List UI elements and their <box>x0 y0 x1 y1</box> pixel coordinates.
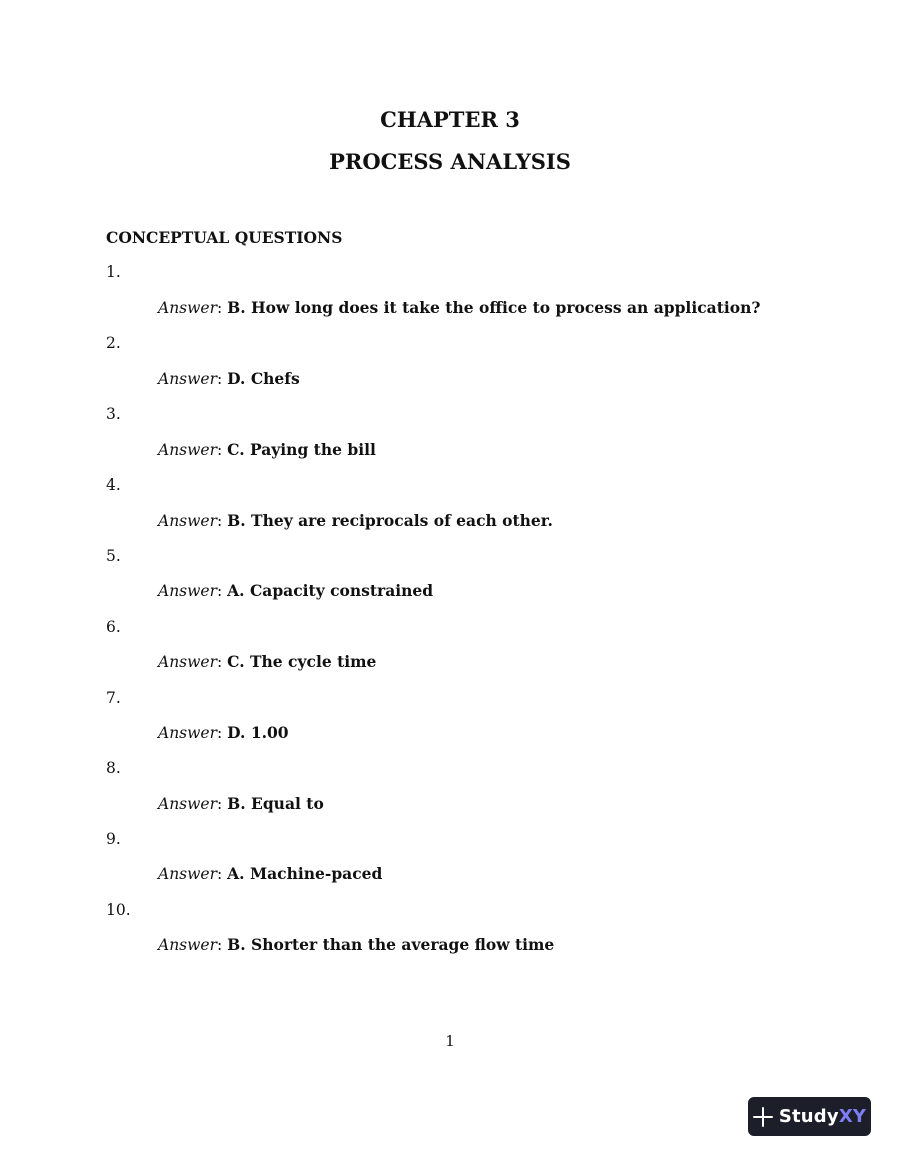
answer-label: Answer <box>158 865 217 883</box>
answer-line: Answer: A. Machine-paced <box>158 864 383 883</box>
question-number: 9. <box>106 830 121 848</box>
question-number: 10. <box>106 901 131 919</box>
studyxy-logo-badge[interactable] <box>748 1097 871 1136</box>
page-number: 1 <box>445 1032 455 1050</box>
question-number: 7. <box>106 689 121 707</box>
answer-line: Answer: D. Chefs <box>158 369 300 388</box>
brand-name-xy: XY <box>838 1106 867 1127</box>
question-number: 1. <box>106 263 121 281</box>
question-number: 5. <box>106 547 121 565</box>
question-number: 8. <box>106 759 121 777</box>
section-heading: CONCEPTUAL QUESTIONS <box>106 228 343 247</box>
answer-line: Answer: B. They are reciprocals of each other. <box>158 511 553 530</box>
answer-label: Answer <box>158 370 217 388</box>
answer-text: D. 1.00 <box>227 723 289 742</box>
answer-text: B. How long does it take the office to process an application? <box>227 298 761 317</box>
answer-text: D. Chefs <box>227 369 300 388</box>
answer-line: Answer: A. Capacity constrained <box>158 581 434 600</box>
answer-line: Answer: D. 1.00 <box>158 723 289 742</box>
answer-label: Answer <box>158 724 217 742</box>
chapter-title: CHAPTER 3 <box>380 107 520 132</box>
answer-text: C. Paying the bill <box>227 440 376 459</box>
answer-label: Answer <box>158 795 217 813</box>
chapter-subtitle: PROCESS ANALYSIS <box>329 149 571 174</box>
answer-text: B. Equal to <box>227 794 324 813</box>
answer-text: B. They are reciprocals of each other. <box>227 511 553 530</box>
answer-label: Answer <box>158 653 217 671</box>
answer-text: C. The cycle time <box>227 652 377 671</box>
question-number: 2. <box>106 334 121 352</box>
answer-line: Answer: C. Paying the bill <box>158 440 376 459</box>
question-number: 4. <box>106 476 121 494</box>
answer-text: A. Machine-paced <box>227 864 383 883</box>
plus-icon <box>753 1107 773 1127</box>
brand-name-study: Study <box>778 1106 839 1127</box>
question-number: 3. <box>106 405 121 423</box>
answer-label: Answer <box>158 582 217 600</box>
answer-line: Answer: C. The cycle time <box>158 652 377 671</box>
answer-line: Answer: B. How long does it take the office to process an application? <box>158 298 761 317</box>
answer-line: Answer: B. Shorter than the average flow time <box>158 935 555 954</box>
answer-label: Answer <box>158 441 217 459</box>
answer-text: B. Shorter than the average flow time <box>227 935 555 954</box>
brand-name <box>779 1106 866 1127</box>
answer-text: A. Capacity constrained <box>227 581 434 600</box>
answer-line: Answer: B. Equal to <box>158 794 324 813</box>
answer-label: Answer <box>158 299 217 317</box>
answer-label: Answer <box>158 936 217 954</box>
question-number: 6. <box>106 618 121 636</box>
answer-label: Answer <box>158 512 217 530</box>
